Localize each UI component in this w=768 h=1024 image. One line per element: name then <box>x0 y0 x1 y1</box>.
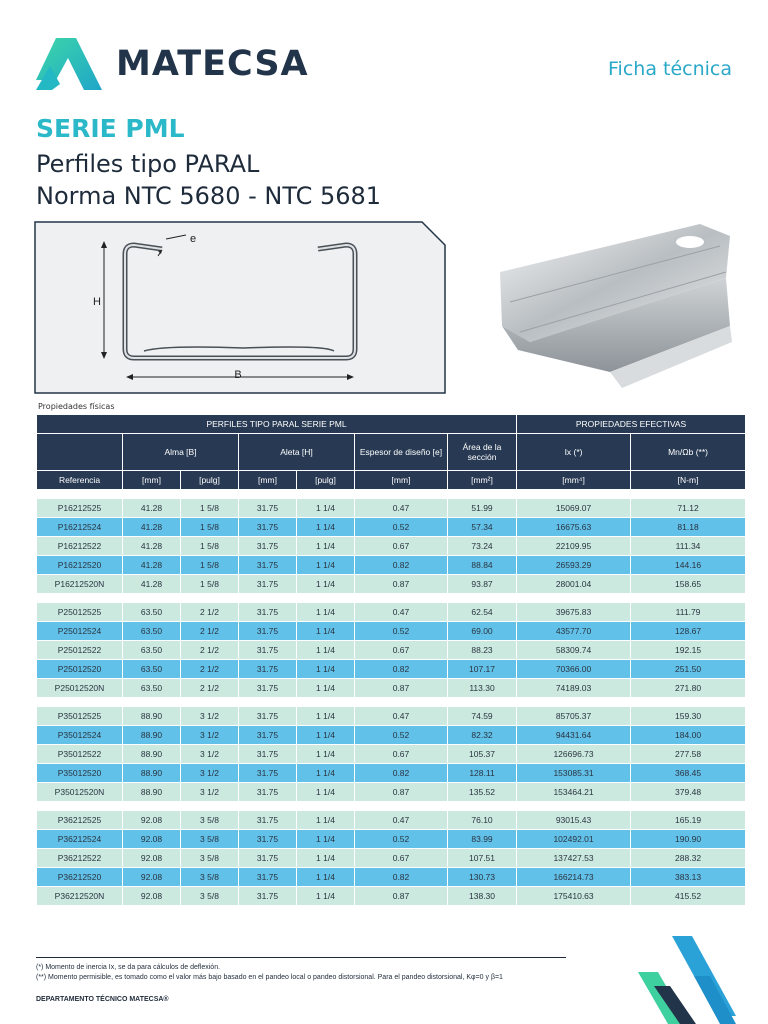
table-cell: 111.79 <box>631 603 745 621</box>
table-row <box>37 868 745 886</box>
table-cell: 31.75 <box>239 764 296 782</box>
unit-header: [mm] <box>239 471 296 489</box>
table-cell: 41.28 <box>123 499 180 517</box>
table-cell: 0.52 <box>355 518 447 536</box>
table-cell: 102492.01 <box>517 830 630 848</box>
reference-cell: P35012525 <box>37 707 122 725</box>
table-cell: 58309.74 <box>517 641 630 659</box>
table-cell: 0.67 <box>355 641 447 659</box>
table-cell: 166214.73 <box>517 868 630 886</box>
group-spacer <box>37 802 745 810</box>
table-cell: 0.82 <box>355 868 447 886</box>
reference-cell: P36212520N <box>37 887 122 905</box>
table-row <box>37 575 745 593</box>
table-cell: 1 1/4 <box>297 556 354 574</box>
table-cell: 3 1/2 <box>181 764 238 782</box>
table-cell: 130.73 <box>448 868 516 886</box>
table-cell: 41.28 <box>123 518 180 536</box>
table-cell: 31.75 <box>239 679 296 697</box>
table-cell: 1 1/4 <box>297 887 354 905</box>
table-cell: 277.58 <box>631 745 745 763</box>
table-cell: 31.75 <box>239 556 296 574</box>
table-cell: 128.11 <box>448 764 516 782</box>
table-cell: 165.19 <box>631 811 745 829</box>
document-type: Ficha técnica <box>608 58 732 80</box>
table-cell: 1 1/4 <box>297 641 354 659</box>
table-cell: 135.52 <box>448 783 516 801</box>
table-cell: 1 1/4 <box>297 783 354 801</box>
table-cell: 81.18 <box>631 518 745 536</box>
table-cell: 31.75 <box>239 660 296 678</box>
table-cell: 0.47 <box>355 499 447 517</box>
table-cell: 0.87 <box>355 575 447 593</box>
table-cell: 107.51 <box>448 849 516 867</box>
table-cell: 190.90 <box>631 830 745 848</box>
table-cell: 2 1/2 <box>181 679 238 697</box>
reference-cell: P36212524 <box>37 830 122 848</box>
department-label: DEPARTAMENTO TÉCNICO MATECSA® <box>36 996 169 1003</box>
table-row <box>37 679 745 697</box>
table-cell: 3 1/2 <box>181 783 238 801</box>
table-cell: 88.23 <box>448 641 516 659</box>
table-cell: 1 1/4 <box>297 811 354 829</box>
footnote-inertia: (*) Momento de inercia Ix, se da para cálculos de deflexión. <box>36 964 221 971</box>
table-cell: 184.00 <box>631 726 745 744</box>
table-cell: 88.84 <box>448 556 516 574</box>
reference-cell: P25012525 <box>37 603 122 621</box>
table-cell: 88.90 <box>123 707 180 725</box>
table-cell: 43577.70 <box>517 622 630 640</box>
table-cell: 16675.63 <box>517 518 630 536</box>
table-cell: 74189.03 <box>517 679 630 697</box>
properties-table <box>36 414 746 906</box>
table-row <box>37 849 745 867</box>
table-cell: 0.82 <box>355 764 447 782</box>
table-cell: 0.52 <box>355 622 447 640</box>
reference-cell: P36212525 <box>37 811 122 829</box>
table-cell: 1 1/4 <box>297 622 354 640</box>
table-cell: 1 1/4 <box>297 537 354 555</box>
table-cell: 1 1/4 <box>297 575 354 593</box>
table-cell: 251.50 <box>631 660 745 678</box>
table-cell: 1 1/4 <box>297 518 354 536</box>
table-cell: 76.10 <box>448 811 516 829</box>
table-cell: 175410.63 <box>517 887 630 905</box>
reference-cell: P16212520 <box>37 556 122 574</box>
table-cell: 3 5/8 <box>181 811 238 829</box>
header-espesor: Espesor de diseño [e] <box>355 434 447 470</box>
reference-cell: P16212522 <box>37 537 122 555</box>
table-cell: 153085.31 <box>517 764 630 782</box>
table-cell: 144.16 <box>631 556 745 574</box>
spacer-cell <box>37 698 745 706</box>
table-cell: 31.75 <box>239 641 296 659</box>
table-cell: 1 5/8 <box>181 575 238 593</box>
table-row <box>37 811 745 829</box>
table-cell: 1 5/8 <box>181 499 238 517</box>
table-cell: 31.75 <box>239 518 296 536</box>
table-cell: 92.08 <box>123 868 180 886</box>
reference-cell: P36212520 <box>37 868 122 886</box>
width-label: B <box>234 369 242 381</box>
table-cell: 3 5/8 <box>181 849 238 867</box>
reference-cell: P25012522 <box>37 641 122 659</box>
series-title: SERIE PML <box>36 114 185 143</box>
table-cell: 31.75 <box>239 811 296 829</box>
table-cell: 92.08 <box>123 811 180 829</box>
table-cell: 1 5/8 <box>181 518 238 536</box>
unit-header: [mm] <box>355 471 447 489</box>
group-spacer <box>37 698 745 706</box>
table-cell: 88.90 <box>123 764 180 782</box>
table-caption: Propiedades físicas <box>38 402 115 411</box>
table-cell: 28001.04 <box>517 575 630 593</box>
reference-cell: P35012524 <box>37 726 122 744</box>
table-cell: 93015.43 <box>517 811 630 829</box>
table-cell: 3 5/8 <box>181 887 238 905</box>
table-cell: 2 1/2 <box>181 641 238 659</box>
table-row <box>37 764 745 782</box>
table-cell: 31.75 <box>239 887 296 905</box>
table-cell: 1 1/4 <box>297 660 354 678</box>
table-cell: 88.90 <box>123 783 180 801</box>
table-cell: 0.87 <box>355 679 447 697</box>
table-cell: 31.75 <box>239 745 296 763</box>
table-cell: 0.87 <box>355 783 447 801</box>
table-cell: 113.30 <box>448 679 516 697</box>
table-cell: 0.67 <box>355 537 447 555</box>
reference-cell: P25012520N <box>37 679 122 697</box>
table-cell: 2 1/2 <box>181 603 238 621</box>
table-cell: 63.50 <box>123 622 180 640</box>
header-mn: Mn/Ωb (**) <box>631 434 745 470</box>
table-cell: 1 1/4 <box>297 499 354 517</box>
reference-cell: P25012520 <box>37 660 122 678</box>
table-cell: 3 1/2 <box>181 707 238 725</box>
table-row <box>37 660 745 678</box>
table-cell: 74.59 <box>448 707 516 725</box>
table-cell: 0.67 <box>355 849 447 867</box>
table-cell: 73.24 <box>448 537 516 555</box>
table-row <box>37 745 745 763</box>
table-cell: 1 1/4 <box>297 868 354 886</box>
table-cell: 93.87 <box>448 575 516 593</box>
table-cell: 15069.07 <box>517 499 630 517</box>
table-cell: 1 1/4 <box>297 745 354 763</box>
table-cell: 31.75 <box>239 849 296 867</box>
steel-stud-photo <box>490 222 734 396</box>
unit-header: [pulg] <box>181 471 238 489</box>
brand-name: MATECSA <box>116 44 309 84</box>
group-header-effective: PROPIEDADES EFECTIVAS <box>517 415 745 433</box>
table-cell: 31.75 <box>239 783 296 801</box>
table-cell: 1 1/4 <box>297 707 354 725</box>
table-cell: 368.45 <box>631 764 745 782</box>
thickness-label: e <box>190 233 197 245</box>
table-cell: 379.48 <box>631 783 745 801</box>
reference-cell: P35012520 <box>37 764 122 782</box>
table-row <box>37 887 745 905</box>
header-area: Área de la sección <box>448 434 516 470</box>
table-cell: 71.12 <box>631 499 745 517</box>
table-cell: 82.32 <box>448 726 516 744</box>
table-row <box>37 518 745 536</box>
unit-header: [mm] <box>123 471 180 489</box>
table-row <box>37 499 745 517</box>
table-cell: 105.37 <box>448 745 516 763</box>
group-spacer <box>37 490 745 498</box>
table-cell: 3 5/8 <box>181 868 238 886</box>
table-cell: 62.54 <box>448 603 516 621</box>
table-cell: 39675.83 <box>517 603 630 621</box>
header-aleta: Aleta [H] <box>239 434 354 470</box>
table-cell: 94431.64 <box>517 726 630 744</box>
table-cell: 192.15 <box>631 641 745 659</box>
table-cell: 1 1/4 <box>297 603 354 621</box>
standard-subtitle: Norma NTC 5680 - NTC 5681 <box>36 182 382 210</box>
table-cell: 271.80 <box>631 679 745 697</box>
table-cell: 158.65 <box>631 575 745 593</box>
table-cell: 63.50 <box>123 641 180 659</box>
table-cell: 85705.37 <box>517 707 630 725</box>
table-cell: 31.75 <box>239 575 296 593</box>
table-cell: 0.52 <box>355 726 447 744</box>
table-cell: 63.50 <box>123 660 180 678</box>
table-row <box>37 556 745 574</box>
reference-cell: P35012520N <box>37 783 122 801</box>
table-row <box>37 726 745 744</box>
table-row <box>37 830 745 848</box>
table-cell: 0.82 <box>355 660 447 678</box>
table-cell: 1 1/4 <box>297 849 354 867</box>
table-cell: 3 1/2 <box>181 726 238 744</box>
table-row <box>37 641 745 659</box>
table-cell: 126696.73 <box>517 745 630 763</box>
table-cell: 31.75 <box>239 726 296 744</box>
table-cell: 31.75 <box>239 603 296 621</box>
table-cell: 1 1/4 <box>297 726 354 744</box>
table-cell: 0.82 <box>355 556 447 574</box>
table-cell: 0.87 <box>355 887 447 905</box>
table-cell: 26593.29 <box>517 556 630 574</box>
table-cell: 51.99 <box>448 499 516 517</box>
table-cell: 1 1/4 <box>297 679 354 697</box>
table-cell: 107.17 <box>448 660 516 678</box>
unit-header: [N-m] <box>631 471 745 489</box>
table-cell: 128.67 <box>631 622 745 640</box>
header-blank <box>37 434 122 470</box>
table-cell: 41.28 <box>123 556 180 574</box>
table-cell: 31.75 <box>239 499 296 517</box>
spacer-cell <box>37 594 745 602</box>
table-cell: 0.52 <box>355 830 447 848</box>
reference-cell: P16212525 <box>37 499 122 517</box>
table-row <box>37 783 745 801</box>
table-cell: 69.00 <box>448 622 516 640</box>
table-cell: 1 1/4 <box>297 830 354 848</box>
reference-cell: P25012524 <box>37 622 122 640</box>
footnote-moment: (**) Momento permisible, es tomado como el valor más bajo basado en el pandeo local o pandeo distorsional. Para el pandeo distorsional, Kφ=0 y β=1 <box>36 974 503 981</box>
unit-header: [mm²] <box>448 471 516 489</box>
table-cell: 0.47 <box>355 603 447 621</box>
table-cell: 0.47 <box>355 707 447 725</box>
table-cell: 92.08 <box>123 849 180 867</box>
table-cell: 1 1/4 <box>297 764 354 782</box>
table-row <box>37 537 745 555</box>
spacer-cell <box>37 802 745 810</box>
table-cell: 3 5/8 <box>181 830 238 848</box>
table-cell: 415.52 <box>631 887 745 905</box>
table-cell: 288.32 <box>631 849 745 867</box>
reference-cell: P35012522 <box>37 745 122 763</box>
table-cell: 159.30 <box>631 707 745 725</box>
table-row <box>37 603 745 621</box>
table-cell: 138.30 <box>448 887 516 905</box>
profile-cross-section-diagram <box>34 221 446 394</box>
group-spacer <box>37 594 745 602</box>
spacer-cell <box>37 490 745 498</box>
table-cell: 31.75 <box>239 868 296 886</box>
reference-cell: P16212524 <box>37 518 122 536</box>
table-cell: 31.75 <box>239 707 296 725</box>
table-cell: 88.90 <box>123 745 180 763</box>
table-cell: 70366.00 <box>517 660 630 678</box>
reference-cell: P36212522 <box>37 849 122 867</box>
unit-header: [mm⁴] <box>517 471 630 489</box>
table-cell: 0.67 <box>355 745 447 763</box>
header-ix: Ix (*) <box>517 434 630 470</box>
table-row <box>37 622 745 640</box>
table-cell: 137427.53 <box>517 849 630 867</box>
decorative-stripes-icon <box>636 936 736 1024</box>
table-cell: 1 5/8 <box>181 556 238 574</box>
height-label: H <box>93 296 101 308</box>
table-cell: 3 1/2 <box>181 745 238 763</box>
table-cell: 31.75 <box>239 537 296 555</box>
footer-divider <box>36 957 566 958</box>
table-cell: 63.50 <box>123 603 180 621</box>
table-row <box>37 707 745 725</box>
table-cell: 383.13 <box>631 868 745 886</box>
unit-header: [pulg] <box>297 471 354 489</box>
group-header-profiles: PERFILES TIPO PARAL SERIE PML <box>37 415 516 433</box>
reference-cell: P16212520N <box>37 575 122 593</box>
table-cell: 22109.95 <box>517 537 630 555</box>
table-cell: 0.47 <box>355 811 447 829</box>
header-alma: Alma [B] <box>123 434 238 470</box>
unit-header: Referencia <box>37 471 122 489</box>
table-cell: 41.28 <box>123 537 180 555</box>
table-cell: 63.50 <box>123 679 180 697</box>
table-cell: 92.08 <box>123 830 180 848</box>
table-cell: 1 5/8 <box>181 537 238 555</box>
table-cell: 2 1/2 <box>181 622 238 640</box>
table-cell: 111.34 <box>631 537 745 555</box>
table-cell: 83.99 <box>448 830 516 848</box>
table-cell: 2 1/2 <box>181 660 238 678</box>
table-cell: 92.08 <box>123 887 180 905</box>
product-subtitle: Perfiles tipo PARAL <box>36 150 260 178</box>
table-cell: 31.75 <box>239 830 296 848</box>
table-cell: 41.28 <box>123 575 180 593</box>
table-cell: 31.75 <box>239 622 296 640</box>
table-cell: 153464.21 <box>517 783 630 801</box>
table-cell: 88.90 <box>123 726 180 744</box>
table-cell: 57.34 <box>448 518 516 536</box>
